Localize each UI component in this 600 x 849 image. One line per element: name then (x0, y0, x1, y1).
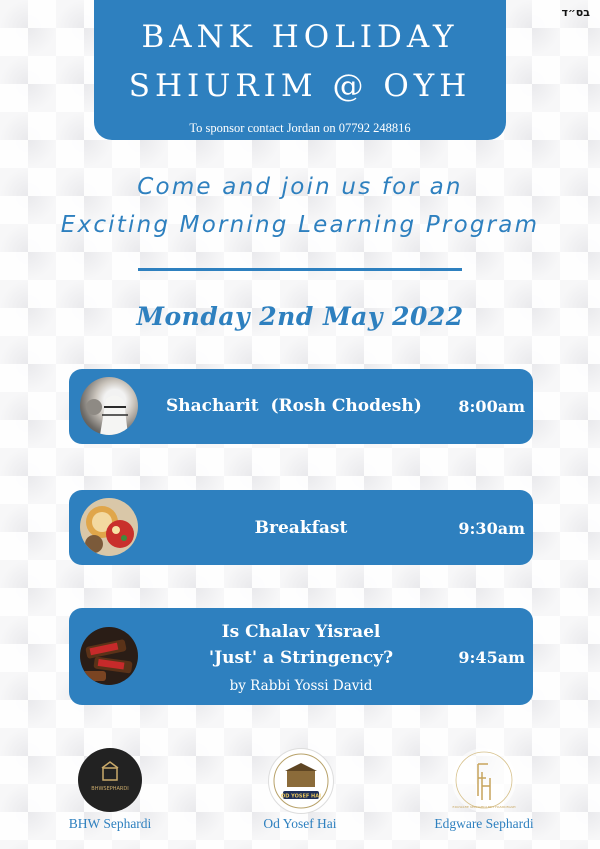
sponsor-text: To sponsor contact Jordan on 07792 248816 (189, 121, 411, 135)
schedule-time: 9:45am (458, 648, 525, 667)
schedule-time: 8:00am (458, 397, 525, 416)
bhw-sephardi-logo (78, 748, 142, 812)
od-yosef-hai-badge-text: OD YOSEF HAI (281, 793, 321, 800)
bsd-label: בס״ד (561, 6, 590, 19)
schedule-time: 9:30am (458, 519, 525, 538)
logo-caption: Edgware Sephardi (434, 816, 534, 831)
title-line-2: SHIURIM @ OYH (128, 68, 472, 104)
talk-title-line-2: 'Just' a Stringency? (208, 648, 394, 668)
intro-line-2: Exciting Morning Learning Program (60, 212, 540, 238)
schedule-label: Breakfast (254, 518, 348, 538)
bhw-badge-text: BHWSEPHARDI (91, 786, 129, 792)
schedule-card-shacharit (69, 369, 533, 444)
event-date: Monday 2nd May 2022 (136, 302, 464, 331)
speaker-name: by Rabbi Yossi David (229, 678, 373, 694)
header-banner (94, 0, 506, 140)
od-yosef-hai-logo (268, 748, 334, 814)
edgware-badge-text: EDGWARE SEPHARDI BET HAMIDRASH (452, 805, 516, 809)
talk-title-line-1: Is Chalav Yisrael (221, 622, 381, 642)
schedule-card-shiur (69, 608, 533, 705)
intro-line-1: Come and join us for an (137, 174, 463, 200)
logo-caption: Od Yosef Hai (263, 816, 337, 831)
edgware-sephardi-logo (452, 748, 516, 812)
schedule-label: Shacharit (Rosh Chodesh) (166, 396, 422, 416)
logo-caption: BHW Sephardi (68, 816, 152, 831)
title-line-1: BANK HOLIDAY (141, 19, 459, 55)
divider-rule (138, 268, 462, 271)
schedule-card-breakfast (69, 490, 533, 565)
prayer-photo-icon (80, 377, 138, 435)
